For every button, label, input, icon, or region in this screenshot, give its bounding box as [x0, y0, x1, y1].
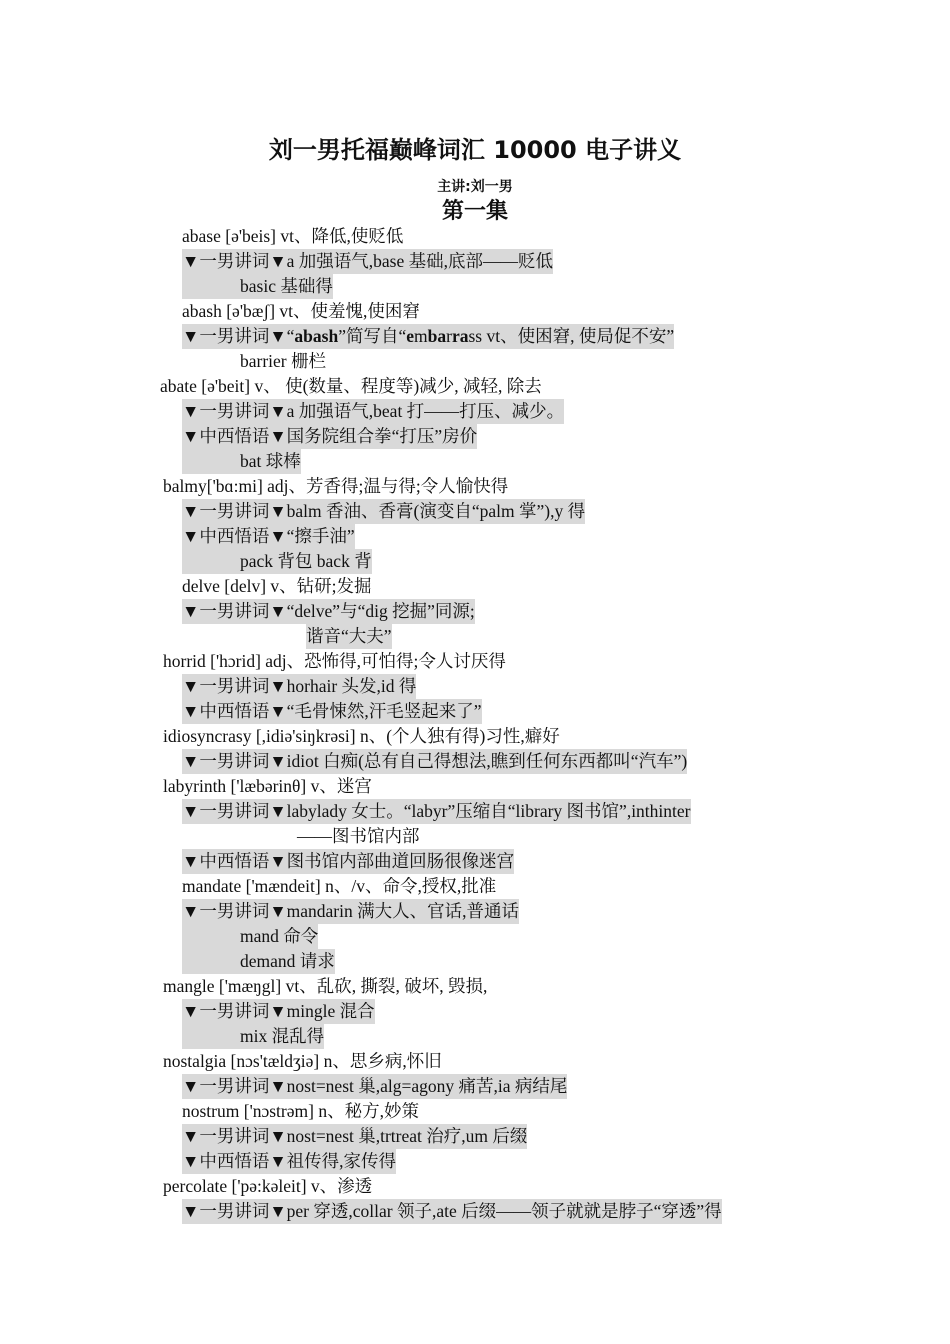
mnemonic-line: ▼一男讲词▼idiot 白痴(总有自己得想法,瞧到任何东西都叫“汽车”)	[182, 749, 687, 774]
word-entry-line: balmy['bɑ:mi] adj、芳香得;温与得;令人愉快得	[163, 476, 509, 496]
word-entry-line: abase [ə'beis] vt、降低,使贬低	[182, 226, 404, 246]
mnemonic-line: ▼中西悟语▼“毛骨悚然,汗毛竖起来了”	[182, 699, 482, 724]
episode-heading: 第一集	[441, 199, 508, 224]
mnemonic-line: ▼中西悟语▼国务院组合拳“打压”房价	[182, 424, 477, 449]
mnemonic-line: ▼一男讲词▼nost=nest 巢,alg=agony 痛苦,ia 病结尾	[182, 1074, 567, 1099]
related-word-line: demand 请求	[182, 949, 335, 974]
mnemonic-line: ▼一男讲词▼per 穿透,collar 领子,ate 后缀——领子就就是脖子“穿透”得	[182, 1199, 722, 1224]
mnemonic-line: ▼一男讲词▼nost=nest 巢,trtreat 治疗,um 后缀	[182, 1124, 527, 1149]
mnemonic-line: ▼一男讲词▼balm 香油、香膏(演变自“palm 掌”),y 得	[182, 499, 585, 524]
word-entry-line: idiosyncrasy [,idiə'siŋkrəsi] n、(个人独有得)习性,癖好	[163, 726, 560, 746]
mnemonic-line: 谐音“大夫”	[306, 624, 392, 649]
mnemonic-line: ——图书馆内部	[297, 826, 420, 846]
mnemonic-label: ▼一男讲词▼“	[182, 326, 295, 346]
keyword-embarrass: e	[406, 326, 415, 346]
related-word-line: mix 混乱得	[182, 1024, 324, 1049]
mnemonic-line: ▼中西悟语▼祖传得,家传得	[182, 1149, 396, 1174]
word-entry-line: delve [delv] v、钻研;发掘	[182, 576, 372, 596]
mnemonic-line: ▼一男讲词▼“delve”与“dig 挖掘”同源;	[182, 599, 475, 624]
word-entry-line: horrid ['hɔrid] adj、恐怖得,可怕得;令人讨厌得	[163, 651, 506, 671]
mnemonic-line: ▼一男讲词▼a 加强语气,base 基础,底部——贬低	[182, 249, 553, 274]
word-entry-line: labyrinth ['læbərinθ] v、迷宫	[163, 776, 372, 796]
mnemonic-text: ”简写自“	[338, 326, 407, 346]
mnemonic-line: ▼一男讲词▼mingle 混合	[182, 999, 375, 1024]
word-entry-line: abash [ə'bæʃ] vt、使羞愧,使困窘	[182, 301, 420, 321]
related-word-line: basic 基础得	[182, 274, 333, 299]
keyword-embarrass-ba: ba	[427, 326, 447, 346]
word-entry-line: abate [ə'beit] v、 使(数量、程度等)减少, 减轻, 除去	[160, 376, 542, 396]
mnemonic-line: ▼中西悟语▼“擦手油”	[182, 524, 355, 549]
word-entry-line: mangle ['mæŋgl] vt、乱砍, 撕裂, 破坏, 毁损,	[163, 976, 488, 996]
word-entry-line: nostalgia [nɔs'tældʒiə] n、思乡病,怀旧	[163, 1051, 442, 1071]
word-entry-line: mandate ['mændeit] n、/v、命令,授权,批准	[182, 876, 497, 896]
keyword-abash: abash	[294, 326, 339, 346]
mnemonic-line: ▼一男讲词▼horhair 头发,id 得	[182, 674, 416, 699]
keyword-embarrass-ra: ra	[451, 326, 469, 346]
speaker-line: 主讲:刘一男	[437, 179, 513, 195]
mnemonic-line: ▼中西悟语▼图书馆内部曲道回肠很像迷宫	[182, 849, 514, 874]
related-word-line: pack 背包 back 背	[182, 549, 372, 574]
word-entry-line: nostrum ['nɔstrəm] n、秘方,妙策	[182, 1101, 419, 1121]
mnemonic-line: ▼一男讲词▼mandarin 满大人、官话,普通话	[182, 899, 519, 924]
related-word-line: mand 命令	[182, 924, 318, 949]
document-title: 刘一男托福巅峰词汇 10000 电子讲义	[268, 136, 682, 164]
mnemonic-line: ▼一男讲词▼labylady 女士。“labyr”压缩自“library 图书馆”,inthinter	[182, 799, 691, 824]
word-entry-line: percolate ['pə:kəleit] v、渗透	[163, 1176, 373, 1196]
mnemonic-line: ▼一男讲词▼“abash”简写自“embarrass vt、使困窘, 使局促不安”	[182, 324, 674, 349]
related-word-line: barrier 栅栏	[240, 351, 327, 371]
related-word-line: bat 球棒	[182, 449, 301, 474]
mnemonic-line: ▼一男讲词▼a 加强语气,beat 打——打压、减少。	[182, 399, 564, 424]
